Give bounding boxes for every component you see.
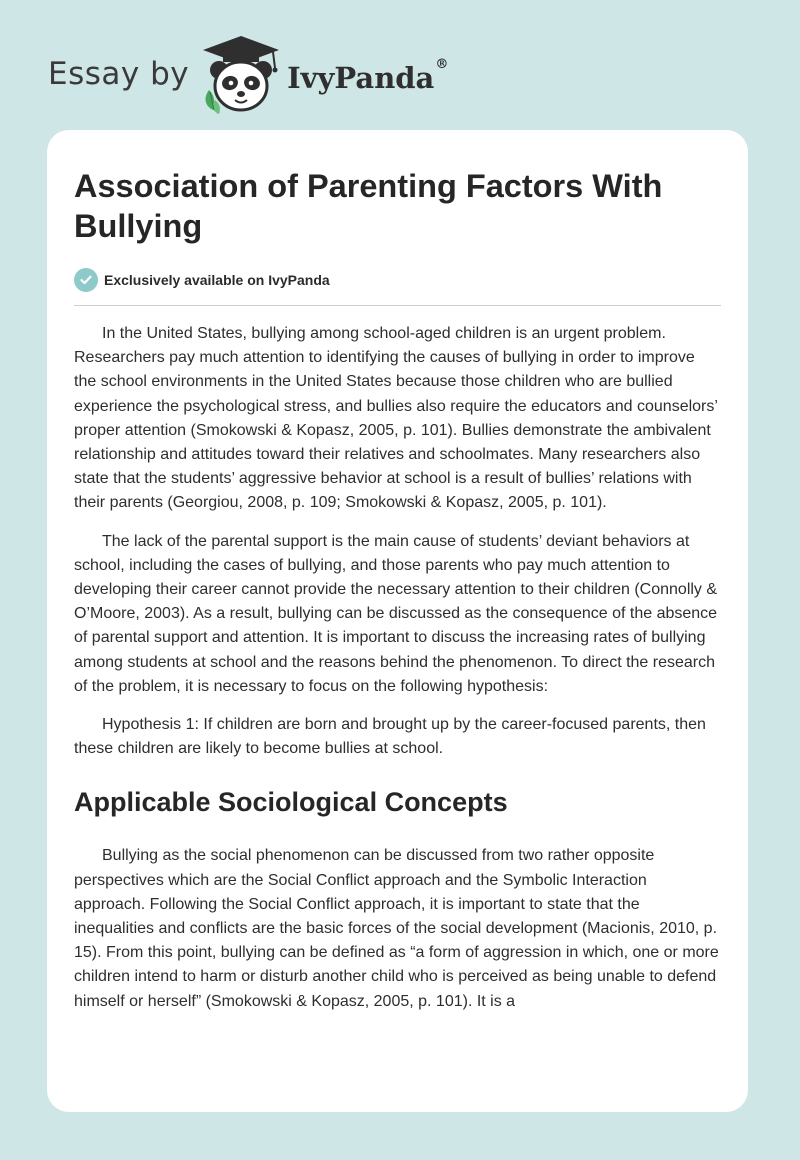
- essay-by-label: Essay by: [48, 56, 190, 92]
- paragraph: The lack of the parental support is the main cause of students’ deviant behaviors at school, including the cases of bullying, and those parents who pay much attention to developing their career cannot provide the necessary attention to their children (Connolly & O’Moore, 2003). As a result, bullying can be discussed as the consequence of the absence of parental support and attention. It is important to discuss the increasing rates of bullying among students at school and the reasons behind the phenomenon. To direct the research of the problem, it is necessary to focus on the following hypothesis:: [74, 532, 718, 695]
- paragraph: Bullying as the social phenomenon can be discussed from two rather opposite perspectives which are the Social Conflict approach and the Symbolic Interaction approach. Following the Social Conflict approach, it is important to state that the inequalities and conflicts are the basic forces of the social development (Macionis, 2010, p. 15). From this point, bullying can be defined as “a form of aggression in which, one or more children intend to harm or disturb another child who is perceived as being unable to defend himself or herself” (Smokowski & Kopasz, 2005, p. 101). It is a: [74, 847, 719, 1010]
- exclusive-badge: [74, 268, 721, 306]
- brand-name[interactable]: IvyPanda®: [287, 57, 449, 95]
- paragraph: Hypothesis 1: If children are born and brought up by the career-focused parents, then these children are likely to become bullies at school.: [74, 716, 706, 758]
- essay-card: [47, 130, 748, 1112]
- site-header: [48, 34, 448, 114]
- exclusive-label: Exclusively available on IvyPanda: [104, 272, 330, 288]
- paragraph: In the United States, bullying among school-aged children is an urgent problem. Researchers pay much attention to identifying the causes of bullying in order to improve the school environments in the United States because those children who are bullied experience the psychological stress, and bullies also require the educators and counselors’ proper attention (Smokowski & Kopasz, 2005, p. 101). Bullies demonstrate the ambivalent relationship and attitudes toward their relatives and schoolmates. Many researchers also state that the students’ aggressive behavior at school is a result of bullies’ relations with their parents (Georgiou, 2008, p. 109; Smokowski & Kopasz, 2005, p. 101).: [74, 325, 718, 512]
- essay-title: Association of Parenting Factors With Bullying: [74, 168, 663, 244]
- panda-graduate-icon: [199, 34, 283, 114]
- check-circle-icon: [74, 268, 98, 292]
- section-heading: Applicable Sociological Concepts: [74, 787, 508, 818]
